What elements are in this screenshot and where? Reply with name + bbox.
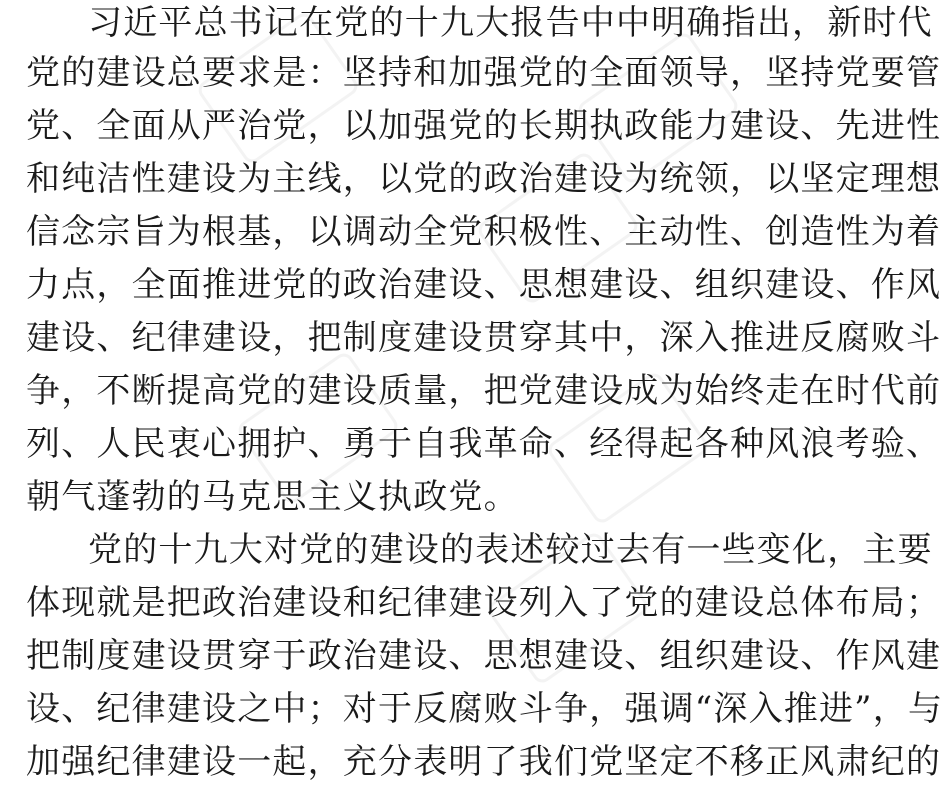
paragraph-1-line-5: 信念宗旨为根基，以调动全党积极性、主动性、创造性为着 [26, 212, 942, 252]
paragraph-2-line-2: 体现就是把政治建设和纪律建设列入了党的建设总体布局； [26, 583, 942, 623]
paragraph-1-line-4: 和纯洁性建设为主线，以党的政治建设为统领，以坚定理想 [26, 159, 942, 199]
paragraph-2-line-1: 党的十九大对党的建设的表述较过去有一些变化，主要 [88, 530, 933, 570]
paragraph-1-line-3: 党、全面从严治党，以加强党的长期执政能力建设、先进性 [26, 106, 942, 146]
paragraph-1-line-2: 党的建设总要求是：坚持和加强党的全面领导，坚持党要管 [26, 53, 942, 93]
paragraph-2-line-5: 加强纪律建设一起，充分表明了我们党坚定不移正风肃纪的 [26, 742, 942, 782]
paragraph-1-line-1: 习近平总书记在党的十九大报告中中明确指出，新时代 [88, 3, 933, 43]
paragraph-2-line-3: 把制度建设贯穿于政治建设、思想建设、组织建设、作风建 [26, 636, 942, 676]
paragraph-1-line-9: 列、人民衷心拥护、勇于自我革命、经得起各种风浪考验、 [26, 424, 942, 464]
paragraph-1-line-10: 朝气蓬勃的马克思主义执政党。 [26, 477, 519, 517]
paragraph-1-line-7: 建设、纪律建设，把制度建设贯穿其中，深入推进反腐败斗 [26, 318, 942, 358]
paragraph-1-line-6: 力点，全面推进党的政治建设、思想建设、组织建设、作风 [26, 265, 942, 305]
paragraph-2-line-4: 设、纪律建设之中；对于反腐败斗争，强调“深入推进”，与 [26, 689, 943, 729]
paragraph-1-line-8: 争，不断提高党的建设质量，把党建设成为始终走在时代前 [26, 371, 942, 411]
